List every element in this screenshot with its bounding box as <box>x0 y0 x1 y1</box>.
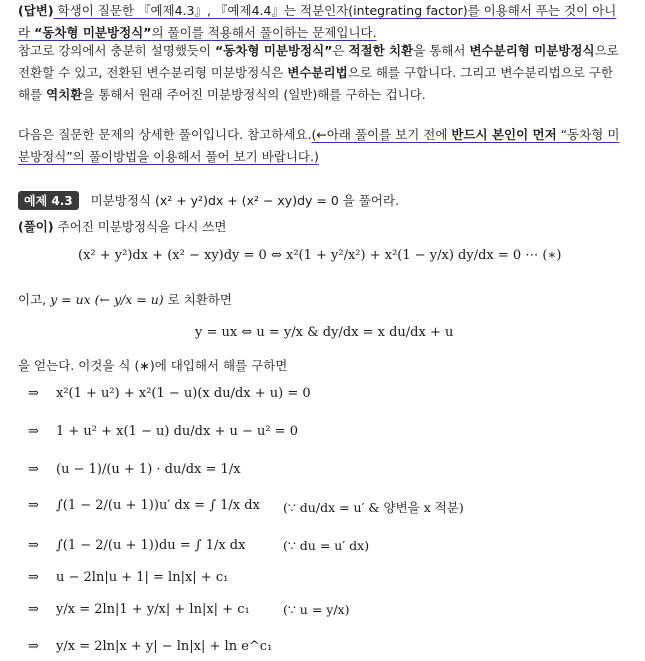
p3-text-b: (←아래 풀이를 보기 전에 <box>311 127 452 142</box>
step-note: (∵ du = u′ dx) <box>283 538 370 553</box>
substitution-line <box>18 290 232 308</box>
step-expression: y/x = 2ln|1 + y/x| + ln|x| + c₁ <box>56 602 250 617</box>
derivation-step <box>28 424 298 439</box>
answer-text-1-end: 의 풀이를 적용해서 풀이하는 문제입니다. <box>151 25 377 40</box>
implies-arrow: ⇒ <box>28 538 39 553</box>
step-note: (∵ u = y/x) <box>283 602 350 617</box>
implies-arrow: ⇒ <box>28 602 39 617</box>
p2-text-a: 참고로 강의에서 충분히 설명했듯이 <box>18 43 216 58</box>
answer-paragraph-2 <box>18 40 623 106</box>
step-note: (∵ du/dx = u′ & 양변을 x 적분) <box>283 500 464 515</box>
derivation-step <box>28 386 311 401</box>
p2-text-k: 을 통해서 원래 주어진 미분방정식의 (일반)해를 구하는 겁니다. <box>82 87 426 102</box>
step-expression: y/x = 2ln|x + y| − ln|x| + ln e^c₁ <box>56 639 273 654</box>
step-expression: 1 + u² + x(1 − u) du/dx + u − u² = 0 <box>56 424 299 439</box>
answer-paragraph-1 <box>18 0 623 44</box>
subst-text-d: 로 치환하면 <box>163 292 232 307</box>
p3-text-d: “동차형 미분방정식”의 풀이방법을 이용해서 풀어 보기 바랍니다.) <box>18 127 620 164</box>
p2-bold-substitution: 적절한 치환 <box>348 43 414 58</box>
substitution-equation: y = ux ⇔ u = y/x & dy/dx = x du/dx + u <box>195 325 454 340</box>
step-expression: (u − 1)/(u + 1) · du/dx = 1/x <box>56 462 241 477</box>
implies-arrow: ⇒ <box>28 498 39 513</box>
derivation-step <box>28 462 241 477</box>
p2-bold-homogeneous: “동차형 미분방정식” <box>215 43 333 58</box>
implies-arrow: ⇒ <box>28 462 39 477</box>
derivation-step <box>28 570 228 585</box>
derivation-step <box>28 602 250 617</box>
answer-label: (답변) <box>18 3 54 18</box>
p2-text-c: 은 <box>332 43 349 58</box>
p2-bold-back-substitution: 역치환 <box>46 87 83 102</box>
derivation-step <box>28 639 272 654</box>
p2-bold-separation-method: 변수분리법 <box>287 65 348 80</box>
derivation-step <box>28 538 245 553</box>
example-header <box>18 191 399 210</box>
main-equation: (x² + y²)dx + (x² − xy)dy = 0 ⇔ x²(1 + y²/x²) + x²(1 − y/x) dy/dx = 0 ⋯ (∗) <box>78 248 562 263</box>
implies-arrow: ⇒ <box>28 386 39 401</box>
p2-text-e: 을 통해서 <box>413 43 470 58</box>
step-expression: u − 2ln|u + 1| = ln|x| + c₁ <box>56 570 229 585</box>
subst-expr: y = ux <box>50 292 91 307</box>
example-tag: 예제 4.3 <box>18 191 79 210</box>
plug-in-text: 을 얻는다. 이것을 식 (∗)에 대입해서 해를 구하면 <box>18 358 288 373</box>
subst-text-a: 이고, <box>18 292 51 307</box>
solution-intro <box>18 217 226 235</box>
solution-label: (풀이) <box>18 219 54 234</box>
example-statement: 미분방정식 (x² + y²)dx + (x² − xy)dy = 0 을 풀어라. <box>90 193 400 208</box>
answer-paragraph-3 <box>18 124 623 168</box>
derivation-step <box>28 498 260 513</box>
p2-text-i: 으로 해를 구합니다. 그리고 변수분리법으로 구한 해를 <box>18 65 614 102</box>
homogeneous-term: “동차형 미분방정식” <box>34 25 152 40</box>
step-expression: ∫(1 − 2/(u + 1))du = ∫ 1/x dx <box>56 538 246 553</box>
subst-hint: (← y/x = u) <box>90 292 164 307</box>
step-expression: x²(1 + u²) + x²(1 − u)(x du/dx + u) = 0 <box>56 386 311 401</box>
answer-text-1: 학생이 질문한 『예제4.3』, 『예제4.4』는 적분인자(integrating factor)를 이용해서 푸는 것이 아니라 <box>18 3 617 40</box>
p2-bold-separable: 변수분리형 미분방정식 <box>469 43 595 58</box>
implies-arrow: ⇒ <box>28 424 39 439</box>
p2-text-g: 으로 전환할 수 있고, 전환된 변수분리형 미분방정식은 <box>18 43 619 80</box>
p3-bold-yourself-first: 반드시 본인이 먼저 <box>451 127 557 142</box>
solution-intro-text: 주어진 미분방정식을 다시 쓰면 <box>53 219 227 234</box>
step-expression: ∫(1 − 2/(u + 1))u′ dx = ∫ 1/x dx <box>56 498 260 513</box>
implies-arrow: ⇒ <box>28 639 39 654</box>
p3-text-a: 다음은 질문한 문제의 상세한 풀이입니다. 참고하세요. <box>18 127 312 142</box>
implies-arrow: ⇒ <box>28 570 39 585</box>
